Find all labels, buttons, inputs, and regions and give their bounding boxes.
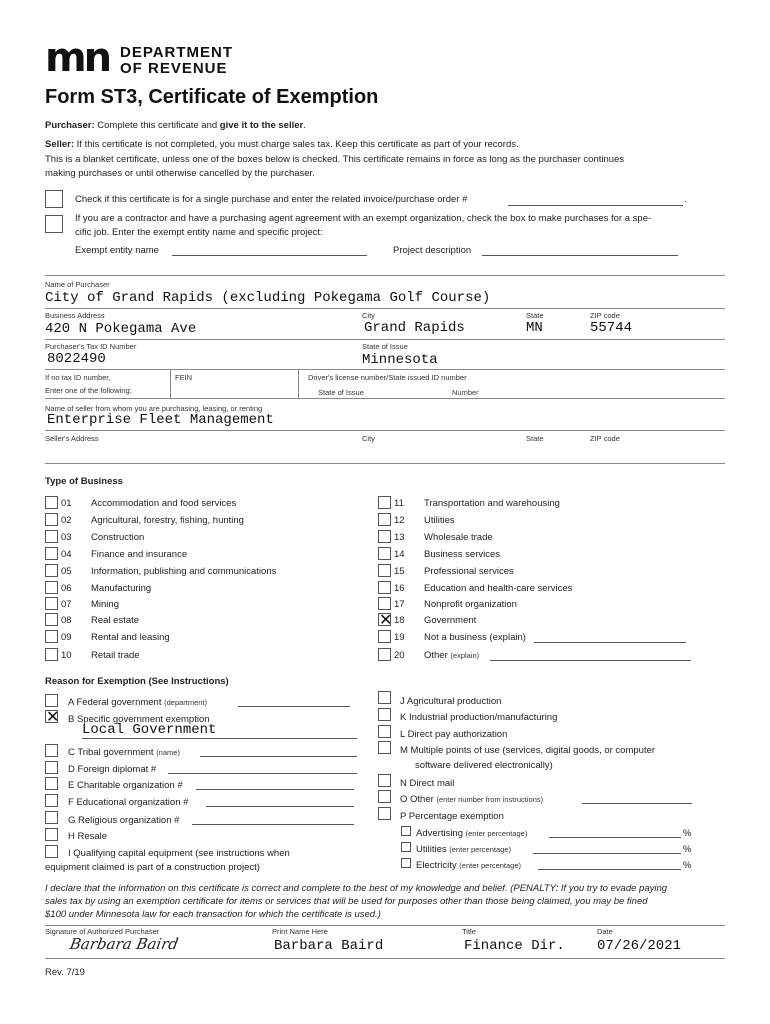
divider xyxy=(170,370,171,398)
divider xyxy=(45,339,725,340)
business-code: 07 xyxy=(61,599,72,610)
business-code: 19 xyxy=(394,632,405,643)
business-code: 15 xyxy=(394,566,405,577)
business-code: 03 xyxy=(61,532,72,543)
business-code: 20 xyxy=(394,650,405,661)
educational-number-field[interactable] xyxy=(206,806,354,807)
business-05-checkbox[interactable] xyxy=(45,564,58,577)
exemption-a-label: A Federal government (department) xyxy=(68,697,208,708)
purchaser-name-value[interactable]: City of Grand Rapids (excluding Pokegama Golf Course) xyxy=(45,290,491,306)
revision-label: Rev. 7/19 xyxy=(45,967,85,978)
declaration-3: $100 under Minnesota law for each transaction for which the certificate is used.) xyxy=(45,909,381,920)
percent-sign: % xyxy=(683,828,692,839)
religious-number-field[interactable] xyxy=(192,824,354,825)
dl-state-label: State of Issue xyxy=(318,388,364,397)
business-03-checkbox[interactable] xyxy=(45,530,58,543)
business-07-checkbox[interactable] xyxy=(45,597,58,610)
exemption-p-label: P Percentage exemption xyxy=(400,811,504,822)
business-17-checkbox[interactable] xyxy=(378,597,391,610)
business-label xyxy=(424,599,517,610)
utilities-label: Utilities (enter percentage) xyxy=(416,844,511,855)
issue-state-label: State of Issue xyxy=(362,342,408,351)
business-code: 08 xyxy=(61,615,72,626)
exemption-d-checkbox[interactable] xyxy=(45,761,58,774)
exemption-h-checkbox[interactable] xyxy=(45,828,58,841)
business-label xyxy=(424,498,560,509)
exemption-c-label: C Tribal government (name) xyxy=(68,747,180,758)
exemption-e-checkbox[interactable] xyxy=(45,777,58,790)
business-label xyxy=(91,532,144,543)
invoice-period: . xyxy=(684,194,687,205)
business-code: 12 xyxy=(394,515,405,526)
business-label xyxy=(91,566,276,577)
exemption-l-label: L Direct pay authorization xyxy=(400,729,508,740)
business-label xyxy=(91,498,236,509)
blanket-note-2: making purchases or until otherwise cancelled by the purchaser. xyxy=(45,168,315,179)
business-code: 09 xyxy=(61,632,72,643)
title-label: Title xyxy=(462,927,476,936)
business-label-text: Other xyxy=(424,650,448,661)
percent-sign: % xyxy=(683,860,692,871)
exemption-e-label: E Charitable organization # xyxy=(68,780,183,791)
exemption-k-checkbox[interactable] xyxy=(378,708,391,721)
exemption-i-label-2: equipment claimed is part of a construction project) xyxy=(45,862,260,873)
business-label xyxy=(91,549,187,560)
advertising-label: Advertising (enter percentage) xyxy=(416,828,528,839)
business-code: 18 xyxy=(394,615,405,626)
title-value[interactable]: Finance Dir. xyxy=(464,938,565,954)
business-08-checkbox[interactable] xyxy=(45,613,58,626)
exemption-i-checkbox[interactable] xyxy=(45,845,58,858)
contractor-text-1: If you are a contractor and have a purchasing agent agreement with an exempt organization, check the box to make purchases for a spe- xyxy=(75,213,652,224)
advertising-percent-field[interactable] xyxy=(549,837,681,838)
blanket-note-1: This is a blanket certificate, unless one of the boxes below is checked. This certificate remains in force as long as the purchaser continues xyxy=(45,154,625,165)
business-15-checkbox[interactable] xyxy=(378,564,391,577)
business-label xyxy=(91,515,244,526)
electricity-checkbox[interactable] xyxy=(401,858,411,868)
divider xyxy=(45,463,725,464)
zip-value[interactable]: 55744 xyxy=(590,320,633,336)
exemption-n-checkbox[interactable] xyxy=(378,774,391,787)
purchaser-instruction: Purchaser: Complete this certificate and give it to the seller. xyxy=(45,120,306,131)
project-description-label: Project description xyxy=(393,245,472,256)
exemption-d-label: D Foreign diplomat # xyxy=(68,764,157,775)
not-business-explain-field[interactable] xyxy=(534,642,686,643)
business-code: 10 xyxy=(61,650,72,661)
business-label-text: Utilities xyxy=(424,515,455,526)
exemption-i-label-1: I Qualifying capital equipment (see instructions when xyxy=(68,848,290,859)
charitable-number-field[interactable] xyxy=(196,789,354,790)
business-label xyxy=(424,583,572,594)
exemption-f-label: F Educational organization # xyxy=(68,797,189,808)
checkmark-icon: ✕ xyxy=(46,707,60,726)
business-code: 05 xyxy=(61,566,72,577)
business-code: 02 xyxy=(61,515,72,526)
exemption-b-checkbox[interactable] xyxy=(45,707,60,726)
tax-id-value[interactable]: 8022490 xyxy=(47,351,106,367)
federal-department-field[interactable] xyxy=(238,706,350,707)
business-label-text: Mining xyxy=(91,599,119,610)
exemption-c-checkbox[interactable] xyxy=(45,744,58,757)
business-14-checkbox[interactable] xyxy=(378,547,391,560)
no-tax-id-label-2: Enter one of the following: xyxy=(45,386,132,395)
business-label xyxy=(91,632,170,643)
utilities-checkbox[interactable] xyxy=(401,842,411,852)
electricity-label: Electricity (enter percentage) xyxy=(416,860,521,871)
print-name-value[interactable]: Barbara Baird xyxy=(274,938,384,954)
exemption-j-checkbox[interactable] xyxy=(378,691,391,704)
exemption-f-checkbox[interactable] xyxy=(45,794,58,807)
exemption-o-checkbox[interactable] xyxy=(378,790,391,803)
seller-state-label: State xyxy=(526,434,544,443)
business-label-text: Real estate xyxy=(91,615,140,626)
divider xyxy=(45,308,725,309)
business-label xyxy=(91,650,140,661)
divider xyxy=(45,430,725,431)
seller-name-label: Name of seller from whom you are purchasing, leasing, or renting xyxy=(45,404,263,413)
business-label-sub: (explain) xyxy=(450,651,480,660)
business-18-checkbox[interactable] xyxy=(378,610,393,629)
business-label xyxy=(424,549,500,560)
purchaser-name-label: Name of Purchaser xyxy=(45,280,110,289)
business-label xyxy=(424,615,476,626)
handwritten-signature[interactable]: Barbara Baird xyxy=(68,935,180,953)
business-label-text: Information, publishing and communications xyxy=(91,566,277,577)
exemption-g-label: G Religious organization # xyxy=(68,815,180,826)
divider xyxy=(45,275,725,276)
percent-sign: % xyxy=(683,844,692,855)
electricity-percent-field[interactable] xyxy=(538,869,681,870)
tribal-name-field[interactable] xyxy=(200,756,357,757)
business-label-text: Accommodation and food services xyxy=(91,498,237,509)
dept-line2: OF REVENUE xyxy=(120,60,228,77)
fein-label: FEIN xyxy=(175,373,193,382)
state-value[interactable]: MN xyxy=(526,320,543,336)
exemption-b-value[interactable]: Local Government xyxy=(82,722,217,738)
business-heading: Type of Business xyxy=(45,476,123,487)
business-label-text: Education and health-care services xyxy=(424,583,573,594)
business-06-checkbox[interactable] xyxy=(45,581,58,594)
business-code: 06 xyxy=(61,583,72,594)
exemption-b-line xyxy=(82,738,357,739)
business-code: 14 xyxy=(394,549,405,560)
dept-line1: DEPARTMENT xyxy=(120,44,234,61)
exemption-m-label-1: M Multiple points of use (services, digital goods, or computer xyxy=(400,745,656,756)
exemption-k-label: K Industrial production/manufacturing xyxy=(400,712,558,723)
business-11-checkbox[interactable] xyxy=(378,496,391,509)
exemption-o-label: O Other (enter number from instructions) xyxy=(400,794,544,805)
utilities-percent-field[interactable] xyxy=(533,853,681,854)
business-label-text: Retail trade xyxy=(91,650,140,661)
business-label xyxy=(424,532,493,543)
seller-zip-label: ZIP code xyxy=(590,434,620,443)
no-tax-id-label-1: If no tax ID number, xyxy=(45,373,111,382)
exemption-n-label: N Direct mail xyxy=(400,778,455,789)
business-label xyxy=(424,650,479,661)
divider xyxy=(45,398,725,399)
business-label xyxy=(424,515,455,526)
declaration-1: I declare that the information on this certificate is correct and complete to the best of my knowledge and belief. (PENALTY: If you try to evade paying xyxy=(45,883,668,894)
business-label xyxy=(91,599,119,610)
business-label-text: Professional services xyxy=(424,566,514,577)
contractor-text-2: cific job. Enter the exempt entity name and specific project: xyxy=(75,227,323,238)
business-label-text: Government xyxy=(424,615,477,626)
divider xyxy=(298,370,299,398)
tax-id-label: Purchaser's Tax ID Number xyxy=(45,342,137,351)
declaration-2: sales tax by using an exemption certificate for items or services that will be used for purposes other than those being claimed, you may be fined xyxy=(45,896,648,907)
business-label-text: Nonprofit organization xyxy=(424,599,517,610)
seller-address-label: Seller's Address xyxy=(45,434,99,443)
business-09-checkbox[interactable] xyxy=(45,630,58,643)
exemption-l-checkbox[interactable] xyxy=(378,725,391,738)
business-10-checkbox[interactable] xyxy=(45,648,58,661)
business-13-checkbox[interactable] xyxy=(378,530,391,543)
business-label-text: Business services xyxy=(424,549,501,560)
date-label: Date xyxy=(597,927,613,936)
invoice-number-field[interactable] xyxy=(508,205,683,206)
business-label xyxy=(91,583,151,594)
diplomat-number-field[interactable] xyxy=(168,773,357,774)
divider xyxy=(45,925,725,926)
dl-label: Driver's license number/State issued ID number xyxy=(308,373,467,382)
contractor-checkbox[interactable] xyxy=(45,215,63,233)
single-purchase-checkbox[interactable] xyxy=(45,190,63,208)
business-code: 17 xyxy=(394,599,405,610)
mn-logo: mn xyxy=(45,35,110,81)
seller-name-value[interactable]: Enterprise Fleet Management xyxy=(47,412,274,428)
checkmark-icon: ✕ xyxy=(379,610,393,629)
business-label-text: Finance and insurance xyxy=(91,549,188,560)
other-number-field[interactable] xyxy=(582,803,692,804)
business-code: 04 xyxy=(61,549,72,560)
divider xyxy=(45,958,725,959)
business-01-checkbox[interactable] xyxy=(45,496,58,509)
zip-label: ZIP code xyxy=(590,311,620,320)
business-label-text: Not a business (explain) xyxy=(424,632,526,643)
exemption-p-checkbox[interactable] xyxy=(378,807,391,820)
business-label xyxy=(424,632,526,643)
exemption-m-checkbox[interactable] xyxy=(378,741,391,754)
exemption-j-label: J Agricultural production xyxy=(400,696,502,707)
exemption-m-label-2: software delivered electronically) xyxy=(415,760,553,771)
business-address-value[interactable]: 420 N Pokegama Ave xyxy=(45,321,197,337)
city-label: City xyxy=(362,311,375,320)
business-label-text: Wholesale trade xyxy=(424,532,493,543)
business-label xyxy=(424,566,514,577)
state-label: State xyxy=(526,311,544,320)
business-code: 13 xyxy=(394,532,405,543)
business-19-checkbox[interactable] xyxy=(378,630,391,643)
single-purchase-label: Check if this certificate is for a single purchase and enter the related invoice/purchase order # xyxy=(75,194,468,205)
business-address-label: Business Address xyxy=(45,311,105,320)
business-02-checkbox[interactable] xyxy=(45,513,58,526)
exemption-heading: Reason for Exemption (See Instructions) xyxy=(45,676,229,687)
business-16-checkbox[interactable] xyxy=(378,581,391,594)
exemption-g-checkbox[interactable] xyxy=(45,811,58,824)
project-description-field[interactable] xyxy=(482,255,678,256)
divider xyxy=(45,369,725,370)
city-value[interactable]: Grand Rapids xyxy=(364,320,465,336)
business-label-text: Construction xyxy=(91,532,145,543)
business-label-text: Rental and leasing xyxy=(91,632,170,643)
business-label-text: Transportation and warehousing xyxy=(424,498,560,509)
exemption-b-label: B Specific government exemption xyxy=(68,714,210,725)
exempt-entity-field[interactable] xyxy=(172,255,367,256)
business-code: 11 xyxy=(394,498,404,509)
print-name-label: Print Name Here xyxy=(272,927,328,936)
dl-number-label: Number xyxy=(452,388,479,397)
exempt-entity-label: Exempt entity name xyxy=(75,245,159,256)
seller-instruction: Seller: If this certificate is not completed, you must charge sales tax. Keep this certificate as part of your records. xyxy=(45,139,519,150)
form-title: Form ST3, Certificate of Exemption xyxy=(45,86,379,108)
seller-city-label: City xyxy=(362,434,375,443)
issue-state-value[interactable]: Minnesota xyxy=(362,352,438,368)
exemption-a-checkbox[interactable] xyxy=(45,694,58,707)
exemption-h-label: H Resale xyxy=(68,831,108,842)
business-label-text: Agricultural, forestry, fishing, hunting xyxy=(91,515,244,526)
business-label-text: Manufacturing xyxy=(91,583,152,594)
advertising-checkbox[interactable] xyxy=(401,826,411,836)
business-12-checkbox[interactable] xyxy=(378,513,391,526)
business-label xyxy=(91,615,139,626)
other-explain-field[interactable] xyxy=(490,660,691,661)
business-code: 16 xyxy=(394,583,405,594)
date-value[interactable]: 07/26/2021 xyxy=(597,938,682,954)
business-20-checkbox[interactable] xyxy=(378,648,391,661)
business-04-checkbox[interactable] xyxy=(45,547,58,560)
signature-label: Signature of Authorized Purchaser xyxy=(45,927,160,936)
business-code: 01 xyxy=(61,498,72,509)
